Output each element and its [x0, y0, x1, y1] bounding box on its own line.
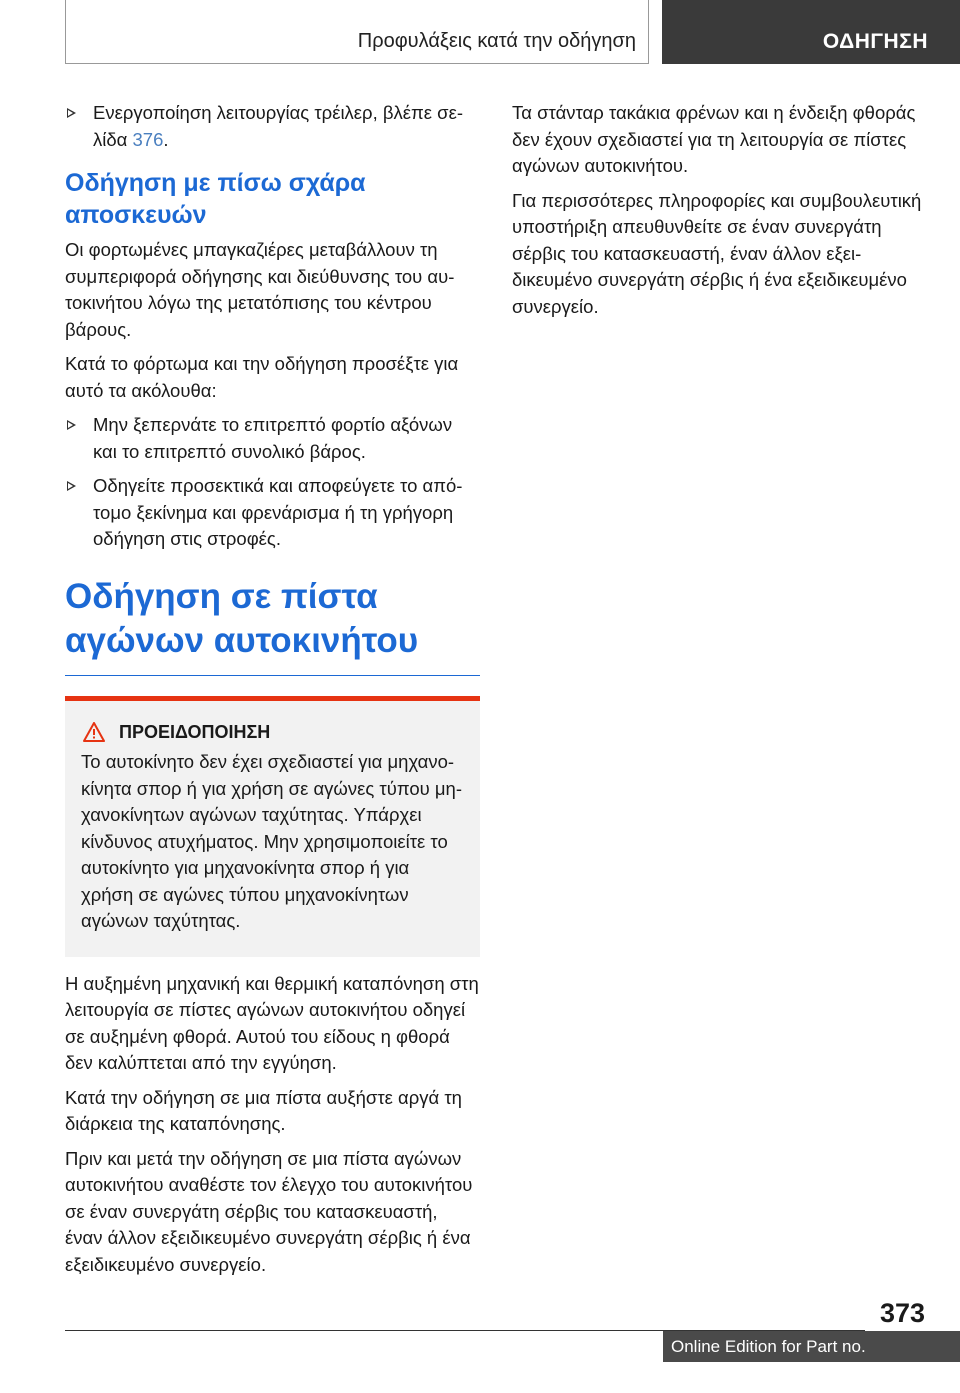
- list-item: [65, 412, 480, 465]
- triangle-bullet-icon: [67, 420, 76, 430]
- bullet-text-end: .: [163, 128, 169, 150]
- warning-header: [81, 719, 464, 746]
- edition-label: Online Edition for Part no. 01405A2D1F9 - II/21: [663, 1331, 960, 1362]
- warning-text: Το αυτοκίνητο δεν έχει σχεδιαστεί για μηχανοκίνητα σπορ ή για χρήση σε αγώνες τύπου μηχανοκίνητων αγώνων ταχύτητας. Υπάρχει κίνδυνος ατυχήματος. Μην χρησιμοποιείτε το αυτοκίνητο για μηχανοκίνητα σπορ ή για χρήση σε αγώνες τύπου μηχανοκίνητων αγώνων ταχύτητας.: [81, 751, 462, 931]
- list-item: [65, 100, 480, 153]
- warning-box: [65, 696, 480, 957]
- paragraph: Κατά την οδήγηση σε μια πίστα αυξήστε αργά τη διάρκεια της καταπόνησης.: [65, 1086, 462, 1134]
- warning-triangle-icon: [83, 722, 105, 742]
- subsection-heading: Οδήγηση με πίσω σχάρα αποσκευών: [65, 169, 366, 229]
- page-number: 373: [879, 1298, 925, 1328]
- header-chapter-box: [662, 0, 960, 64]
- left-column: [65, 100, 480, 1286]
- heading-divider: [65, 675, 480, 676]
- paragraph: Οι φορτωμένες μπαγκαζιέρες μεταβάλλουν τη συμπεριφορά οδήγησης και διεύθυνσης του αυτοκινήτου λόγω της μετατόπισης του κέντρου βάρους.: [65, 239, 455, 340]
- header-chapter-title: ΟΔΗΓΗΣΗ: [822, 30, 928, 53]
- header-section-box: [65, 0, 649, 64]
- paragraph: Η αυξημένη μηχανική και θερμική καταπόνηση στη λειτουργία σε πίστες αγώνων αυτοκινήτου οδηγεί σε αυξημένη φθορά. Αυτού του είδους η φθορά δεν καλύπτεται από την εγγύηση.: [65, 972, 479, 1073]
- header-section-title: Προφυλάξεις κατά την οδήγηση: [357, 30, 636, 52]
- paragraph: Πριν και μετά την οδήγηση σε μια πίστα αγώνων αυτοκινήτου αναθέστε τον έλεγχο του αυτοκινήτου σε έναν συνεργάτη σέρβις του κατασκευαστή, έναν άλλον εξειδικευμένο συνεργάτη σέρβις ή ένα εξειδικευμένο συνεργείο.: [65, 1147, 473, 1275]
- paragraph: Τα στάνταρ τακάκια φρένων και η ένδειξη φθοράς δεν έχουν σχεδιαστεί για τη λειτουργία σε πίστες αγώνων αυτοκινήτου.: [512, 102, 916, 176]
- triangle-bullet-icon: [67, 481, 76, 491]
- paragraph: Κατά το φόρτωμα και την οδήγηση προσέξτε για αυτό τα ακόλουθα:: [65, 353, 459, 401]
- page-link[interactable]: 376: [132, 128, 164, 150]
- bullet-text: Ενεργοποίηση λειτουργίας τρέιλερ, βλέπε σελίδα: [93, 102, 463, 150]
- right-column: [512, 100, 927, 328]
- bullet-text: Οδηγείτε προσεκτικά και αποφεύγετε το απότομο ξεκίνημα και φρενάρισμα ή τη γρήγορη οδήγηση στις στροφές.: [93, 475, 463, 549]
- section-heading: Οδήγηση σε πίστα αγώνων αυτοκινήτου: [65, 576, 419, 660]
- paragraph: Για περισσότερες πληροφορίες και συμβουλευτική υποστήριξη απευθυνθείτε σε έναν συνεργάτη σέρβις του κατασκευαστή, έναν άλλον εξειδικευμένο συνεργάτη σέρβις ή ένα εξειδικευμένο συνεργείο.: [512, 189, 922, 317]
- list-item: [65, 473, 480, 553]
- bullet-text: Μην ξεπερνάτε το επιτρεπτό φορτίο αξόνων και το επιτρεπτό συνολικό βάρος.: [93, 414, 453, 462]
- warning-title: ΠΡΟΕΙΔΟΠΟΙΗΣΗ: [119, 721, 271, 742]
- triangle-bullet-icon: [67, 108, 76, 118]
